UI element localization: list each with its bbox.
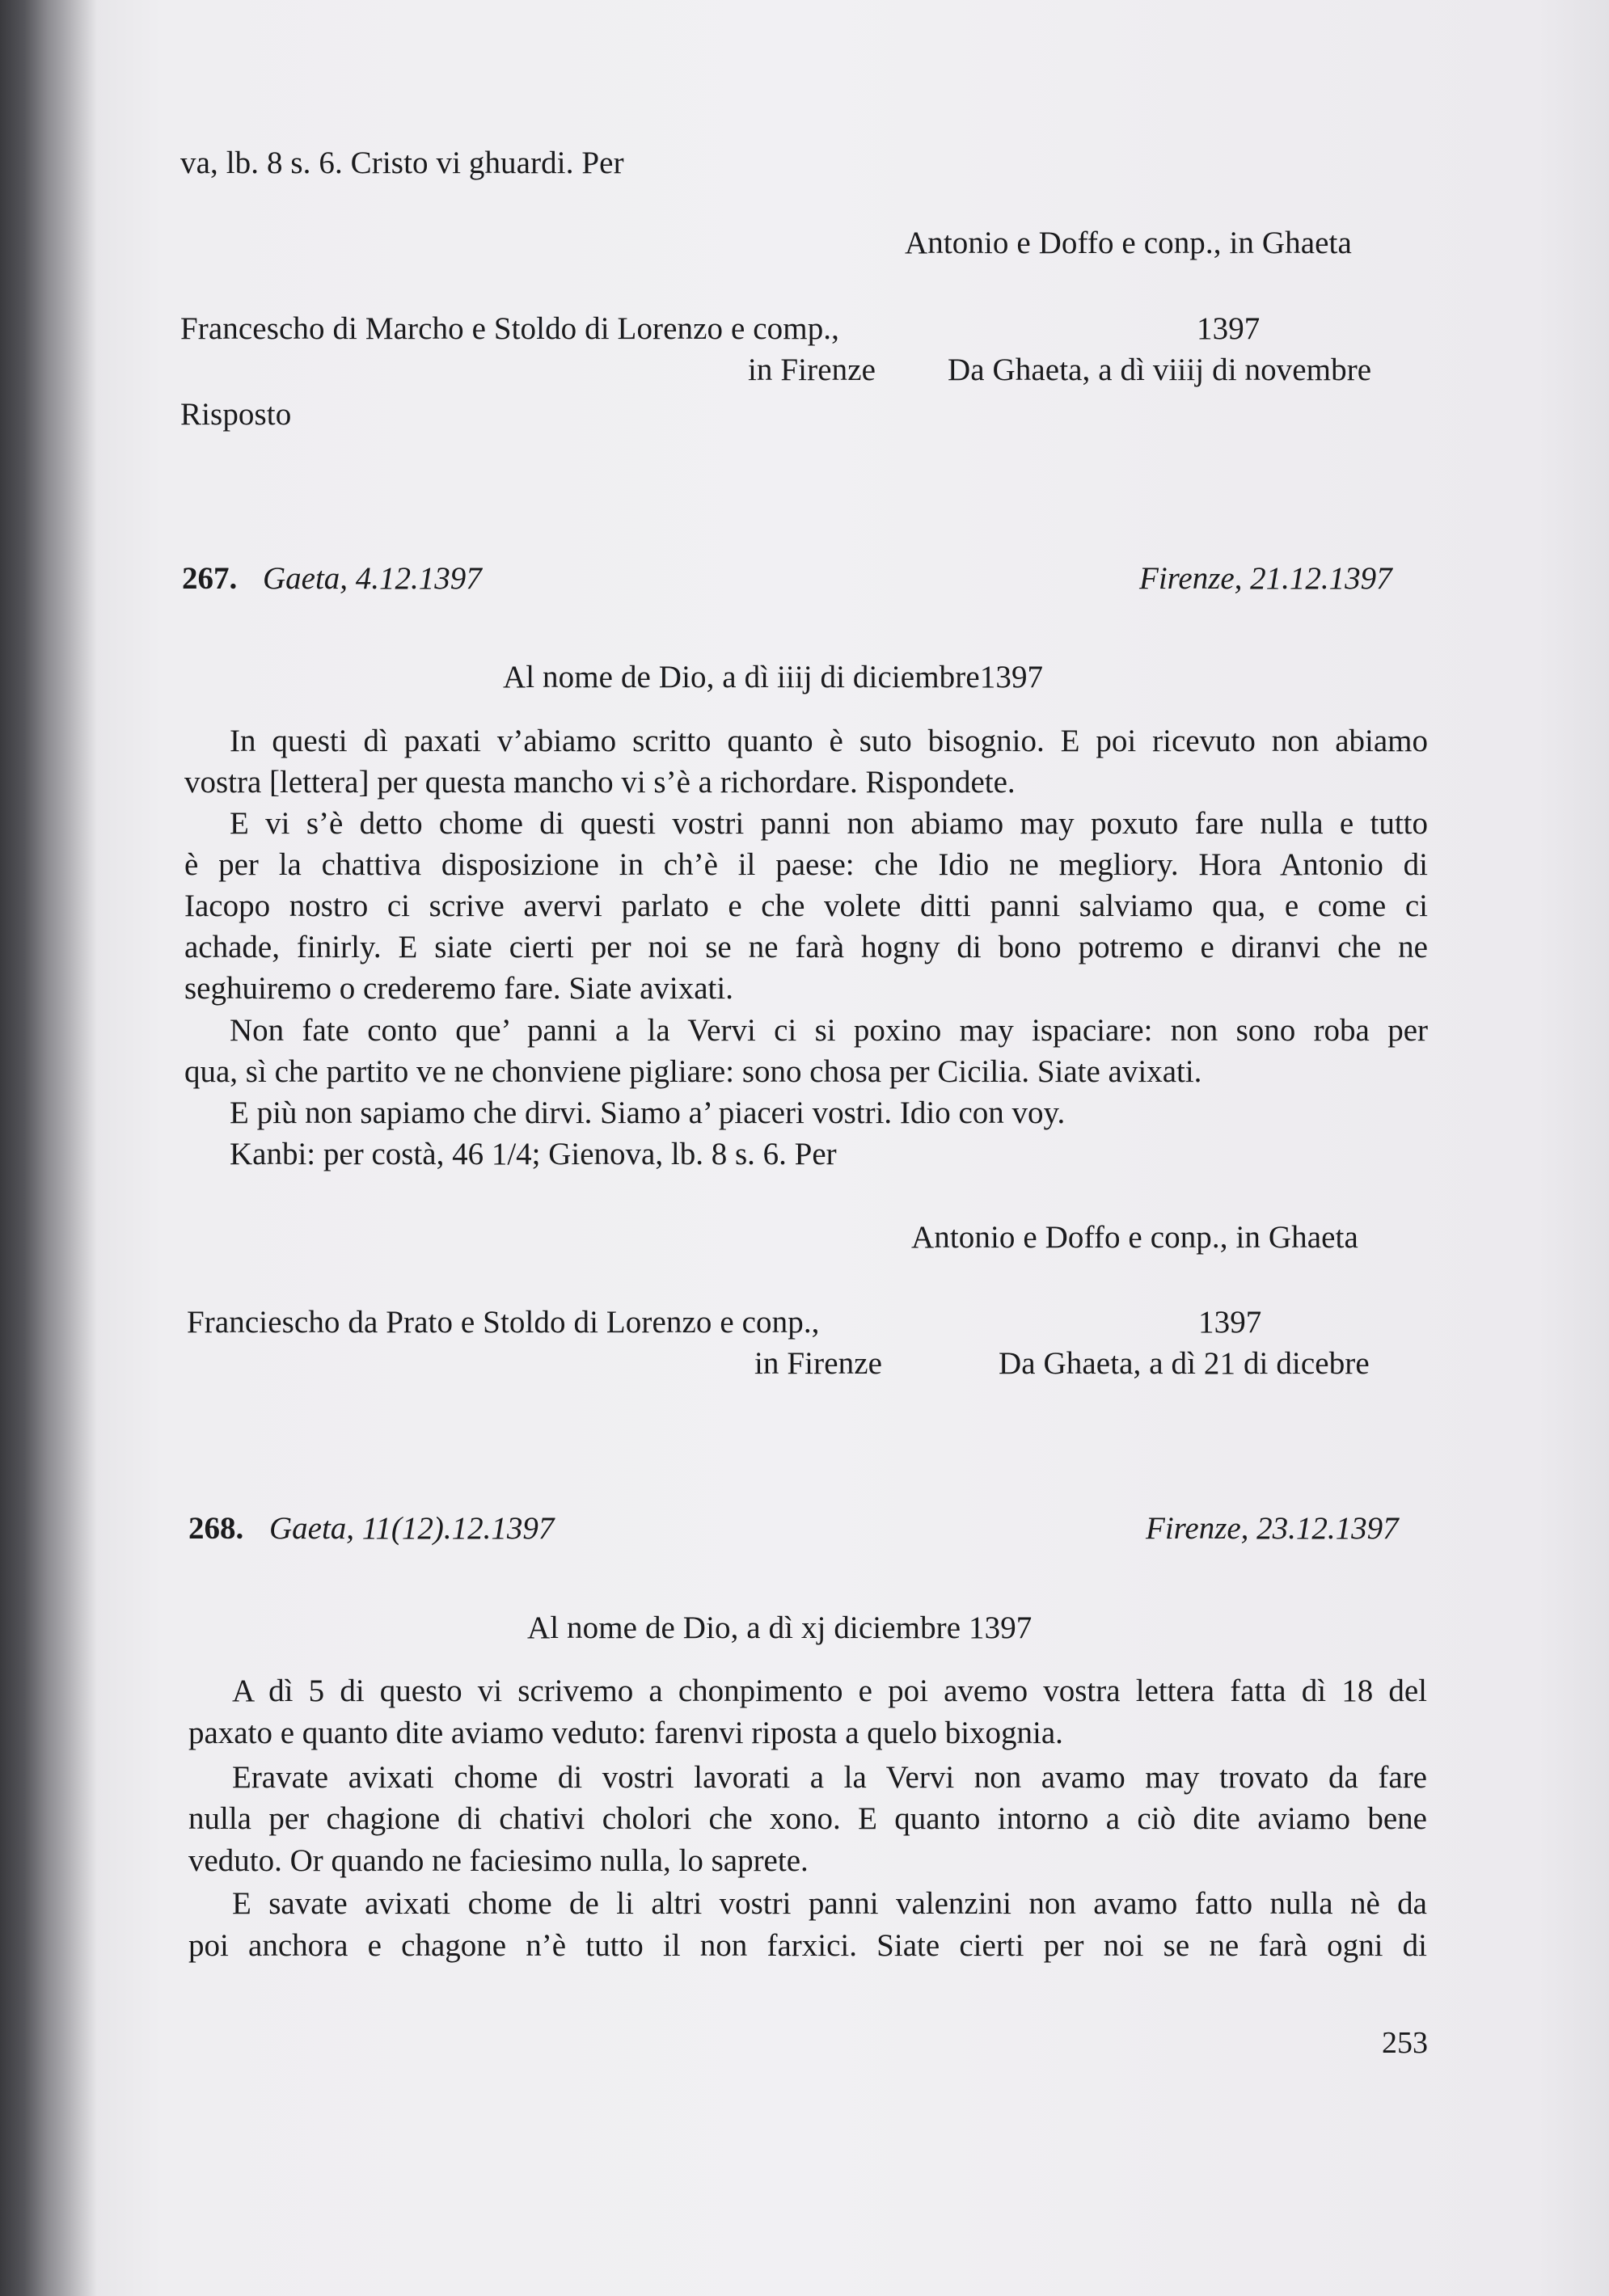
paragraph-line: nulla per chagione di chativi cholori che xono. E quanto intorno a ciò dite aviamo bene <box>188 1801 1427 1836</box>
paragraph-line: veduto. Or quando ne faciesimo nulla, lo saprete. <box>188 1843 809 1878</box>
letter-sender: Antonio e Doffo e conp., in Ghaeta <box>911 1220 1358 1255</box>
letter-destination: Firenze, 23.12.1397 <box>1146 1511 1399 1546</box>
paragraph-line: In questi dì paxati v’abiamo scritto quanto è suto bisognio. E poi ricevuto non abiamo <box>230 724 1428 758</box>
paragraph-line: poi anchora e chagone n’è tutto il non farxici. Siate cierti per noi se ne farà ogni di <box>188 1928 1427 1963</box>
letter-268-header <box>188 1508 554 1550</box>
paragraph-line: vostra [lettera] per questa mancho vi s’è a richordare. Rispondete. <box>184 765 1016 800</box>
carryover-answered: Risposto <box>180 397 292 432</box>
paragraph-line: Iacopo nostro ci scrive avervi parlato e che volete ditti panni salviamo qua, e come ci <box>184 888 1428 923</box>
letter-origin: Gaeta, 11(12).12.1397 <box>269 1511 555 1546</box>
letter-heading: Al nome de Dio, a dì xj diciembre 1397 <box>527 1610 1033 1645</box>
letter-267-header <box>182 558 482 600</box>
paragraph-line: achade, finirly. E siate cierti per noi se ne farà hogny di bono potremo e diranvi che ne <box>184 930 1428 964</box>
carryover-sender: Antonio e Doffo e conp., in Ghaeta <box>905 226 1352 260</box>
letter-number: 268. <box>188 1511 244 1546</box>
page-number: 253 <box>1382 2026 1428 2060</box>
paragraph-line: Non fate conto que’ panni a la Vervi ci si poxino may ispaciare: non sono roba per <box>230 1013 1428 1048</box>
paragraph-line: Kanbi: per costà, 46 1/4; Gienova, lb. 8 s. 6. Per <box>230 1137 837 1171</box>
letter-place-date: Da Ghaeta, a dì 21 di dicebre <box>999 1346 1370 1381</box>
carryover-line: va, lb. 8 s. 6. Cristo vi ghuardi. Per <box>180 146 624 180</box>
carryover-year: 1397 <box>1197 311 1261 346</box>
letter-recipient: Franciescho da Prato e Stoldo di Lorenzo e conp., <box>187 1305 820 1340</box>
book-spine-shadow <box>0 0 97 2296</box>
paragraph-line: paxato e quanto dite aviamo veduto: farenvi riposta a quelo bixognia. <box>188 1716 1063 1750</box>
paragraph-line: seghuiremo o crederemo fare. Siate avixati. <box>184 971 733 1006</box>
paragraph-line: E savate avixati chome de li altri vostri panni valenzini non avamo fatto nulla nè da <box>232 1886 1427 1921</box>
paragraph-line: Eravate avixati chome di vostri lavorati a la Vervi non avamo may trovato da fare <box>232 1760 1427 1795</box>
paragraph-line: E più non sapiamo che dirvi. Siamo a’ piaceri vostri. Idio con voy. <box>230 1095 1066 1130</box>
letter-number: 267. <box>182 561 238 596</box>
paragraph-line: qua, sì che partito ve ne chonviene pigliare: sono chosa per Cicilia. Siate avixati. <box>184 1054 1202 1089</box>
letter-destination: Firenze, 21.12.1397 <box>1139 561 1392 596</box>
carryover-place-date: Da Ghaeta, a dì viiij di novembre <box>948 352 1372 387</box>
paragraph-line: è per la chattiva disposizione in ch’è il paese: che Idio ne megliory. Hora Antonio di <box>184 847 1428 882</box>
letter-recipient-city: in Firenze <box>754 1346 883 1381</box>
letter-year: 1397 <box>1198 1305 1262 1340</box>
paragraph-line: E vi s’è detto chome di questi vostri panni non abiamo may poxuto fare nulla e tutto <box>230 806 1428 841</box>
paragraph-line: A dì 5 di questo vi scrivemo a chonpimento e poi avemo vostra lettera fatta dì 18 del <box>232 1673 1427 1708</box>
letter-origin: Gaeta, 4.12.1397 <box>263 561 482 596</box>
carryover-recipient-city: in Firenze <box>748 352 876 387</box>
carryover-recipient: Francescho di Marcho e Stoldo di Lorenzo e comp., <box>180 311 840 346</box>
letter-heading: Al nome de Dio, a dì iiij di diciembre1397 <box>503 660 1044 694</box>
